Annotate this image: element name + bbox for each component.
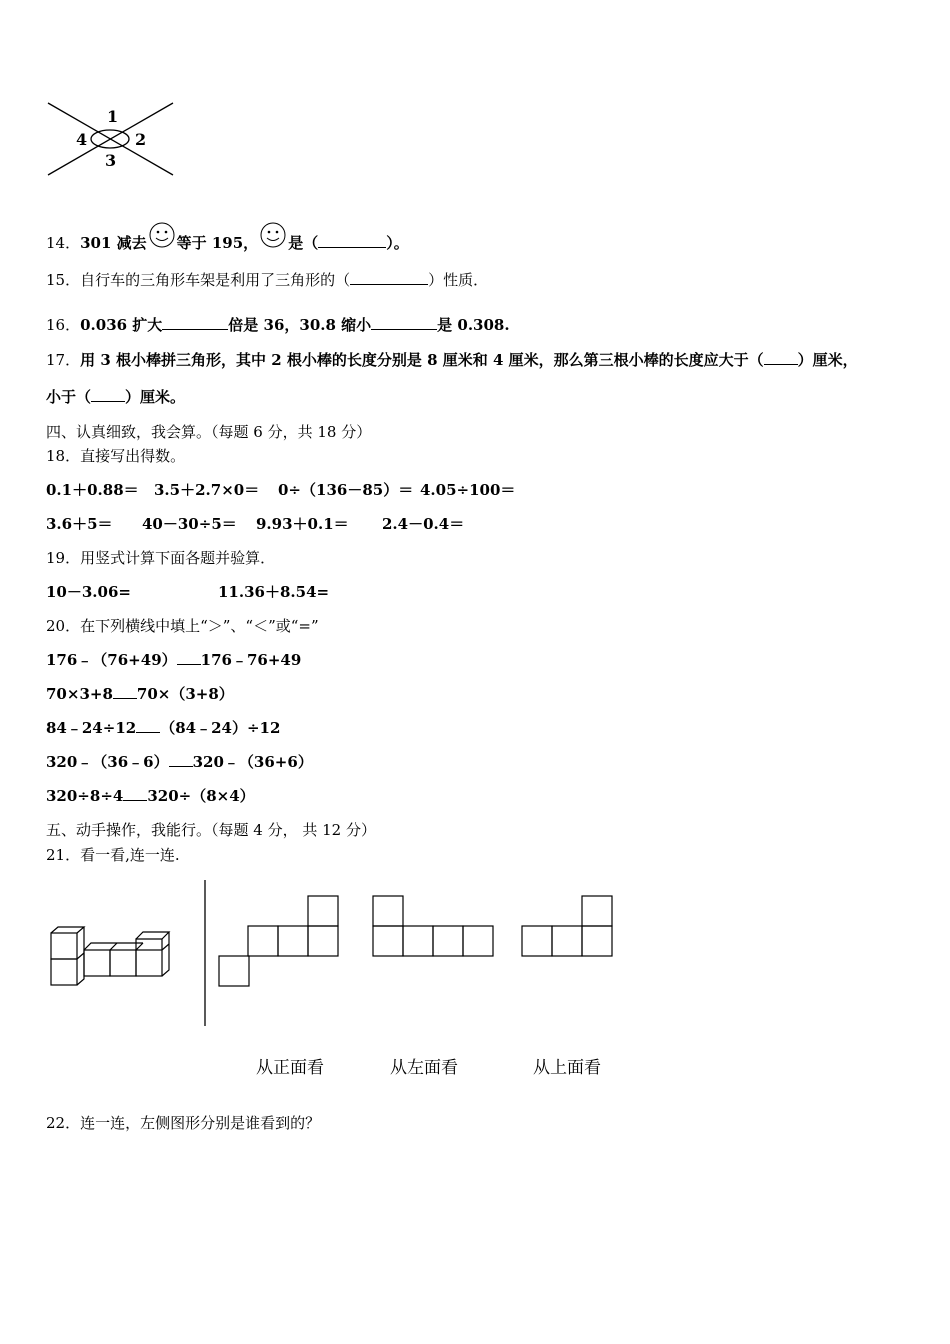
- q18-number: 18．: [46, 447, 81, 465]
- q18-calc: 40－30÷5＝: [142, 515, 237, 533]
- smiley-icon: [147, 222, 177, 250]
- q18-calc: 9.93＋0.1＝: [256, 515, 349, 533]
- q17-text-3: 小于（: [46, 388, 92, 406]
- section-4-heading: 四、认真细致，我会算。（每题 6 分，共 18 分）: [46, 423, 372, 441]
- q15-number: 15．: [46, 271, 81, 289]
- q14-text-3: 是（: [288, 234, 319, 252]
- q21-title-text: 看一看,连一连.: [80, 846, 180, 864]
- angle-label-3: 3: [105, 151, 117, 170]
- q20-answer-blank[interactable]: [177, 650, 201, 665]
- q20-answer-blank[interactable]: [169, 752, 193, 767]
- q19-title-text: 用竖式计算下面各题并验算．: [80, 549, 276, 567]
- q20-number: 20．: [46, 617, 81, 635]
- q20-answer-blank[interactable]: [123, 786, 147, 801]
- angle-label-4: 4: [76, 130, 88, 149]
- question-18-title: [46, 446, 185, 466]
- q18-title-text: 直接写出得数。: [80, 447, 186, 465]
- q20-left: 320﹣（36﹣6）: [46, 753, 169, 771]
- q17-text-1: 用 3 根小棒拼三角形，其中 2 根小棒的长度分别是 8 厘米和 4 厘米，那么第三根小棒的长度应大于（: [80, 351, 764, 369]
- q18-row-2: [46, 514, 464, 534]
- q14-text-1: 301 减去: [80, 234, 147, 252]
- question-16: [46, 315, 510, 335]
- q15-text-2: ）性质．: [428, 271, 489, 289]
- view-figure-2: [371, 894, 497, 959]
- q18-calc: 0.1＋0.88＝: [46, 481, 139, 499]
- q14-number: 14．: [46, 234, 81, 252]
- q18-calc: 2.4－0.4＝: [382, 515, 465, 533]
- smiley-icon: [258, 222, 288, 250]
- question-21-title: [46, 845, 180, 865]
- angle-label-1: 1: [107, 107, 119, 126]
- cube-solid-figure: [48, 925, 188, 990]
- question-17-line-2: [46, 387, 185, 407]
- angle-figure: [40, 95, 180, 180]
- divider-line: [202, 880, 208, 1026]
- q20-answer-blank[interactable]: [113, 684, 137, 699]
- q20-left: 176﹣（76+49）: [46, 651, 177, 669]
- q20-right: （84﹣24）÷12: [160, 719, 281, 737]
- q19-calc: 10－3.06=: [46, 583, 131, 601]
- view-label-front: 从正面看: [256, 1058, 324, 1078]
- q22-number: 22．: [46, 1114, 81, 1132]
- view-label-top: 从上面看: [533, 1058, 601, 1078]
- q14-answer-blank[interactable]: [318, 233, 386, 248]
- q18-row-1: [46, 480, 515, 500]
- question-22-title: [46, 1113, 320, 1133]
- q16-number: 16．: [46, 316, 81, 334]
- question-19-title: [46, 548, 275, 568]
- q20-right: 176﹣76+49: [200, 651, 302, 669]
- q18-calc: 3.6＋5＝: [46, 515, 113, 533]
- q20-left: 70×3+8: [46, 685, 113, 703]
- question-20-title: [46, 616, 319, 636]
- q20-left: 320÷8÷4: [46, 787, 124, 805]
- q20-row: [46, 718, 280, 738]
- q14-text-2: 等于 195，: [176, 234, 259, 252]
- q18-calc: 4.05÷100＝: [420, 481, 516, 499]
- q19-items: [46, 582, 329, 602]
- q20-answer-blank[interactable]: [136, 718, 160, 733]
- q20-row: [46, 752, 313, 772]
- q17-number: 17．: [46, 351, 81, 369]
- q19-calc: 11.36＋8.54=: [218, 583, 330, 601]
- question-17-line-1: [46, 350, 858, 370]
- q18-calc: 3.5＋2.7×0＝: [154, 481, 260, 499]
- q15-answer-blank[interactable]: [350, 270, 428, 285]
- q16-text-2: 倍是 36，30.8 缩小: [228, 316, 372, 334]
- q16-text-1: 0.036 扩大: [80, 316, 163, 334]
- q17-text-4: ）厘米。: [125, 388, 186, 406]
- q17-answer-blank-1[interactable]: [764, 350, 798, 365]
- view-label-left: 从左面看: [390, 1058, 458, 1078]
- q20-row: [46, 786, 255, 806]
- question-15: [46, 270, 488, 290]
- q16-answer-blank-1[interactable]: [162, 315, 228, 330]
- q18-calc: 0÷（136－85）＝: [278, 481, 414, 499]
- question-14: [46, 222, 409, 253]
- q20-title-text: 在下列横线中填上“＞”、“＜”或“=”: [80, 617, 319, 635]
- q20-left: 84﹣24÷12: [46, 719, 137, 737]
- q20-right: 320﹣（36+6）: [192, 753, 313, 771]
- q17-text-2: ）厘米，: [797, 351, 858, 369]
- q14-text-4: ）。: [386, 234, 409, 252]
- q19-number: 19．: [46, 549, 81, 567]
- q20-row: [46, 650, 301, 670]
- view-figure-1: [217, 894, 342, 989]
- q20-right: 70×（3+8）: [136, 685, 234, 703]
- q20-right: 320÷（8×4）: [147, 787, 255, 805]
- q22-title-text: 连一连，左侧图形分别是谁看到的？: [80, 1114, 321, 1132]
- q15-text-1: 自行车的三角形车架是利用了三角形的（: [80, 271, 351, 289]
- q16-text-3: 是 0.308.: [437, 316, 510, 334]
- q20-row: [46, 684, 234, 704]
- q21-number: 21．: [46, 846, 81, 864]
- q17-answer-blank-2[interactable]: [91, 387, 125, 402]
- angle-label-2: 2: [135, 130, 147, 149]
- section-5-heading: 五、动手操作，我能行。（每题 4 分， 共 12 分）: [46, 821, 376, 839]
- view-figure-3: [520, 894, 616, 959]
- q16-answer-blank-2[interactable]: [371, 315, 437, 330]
